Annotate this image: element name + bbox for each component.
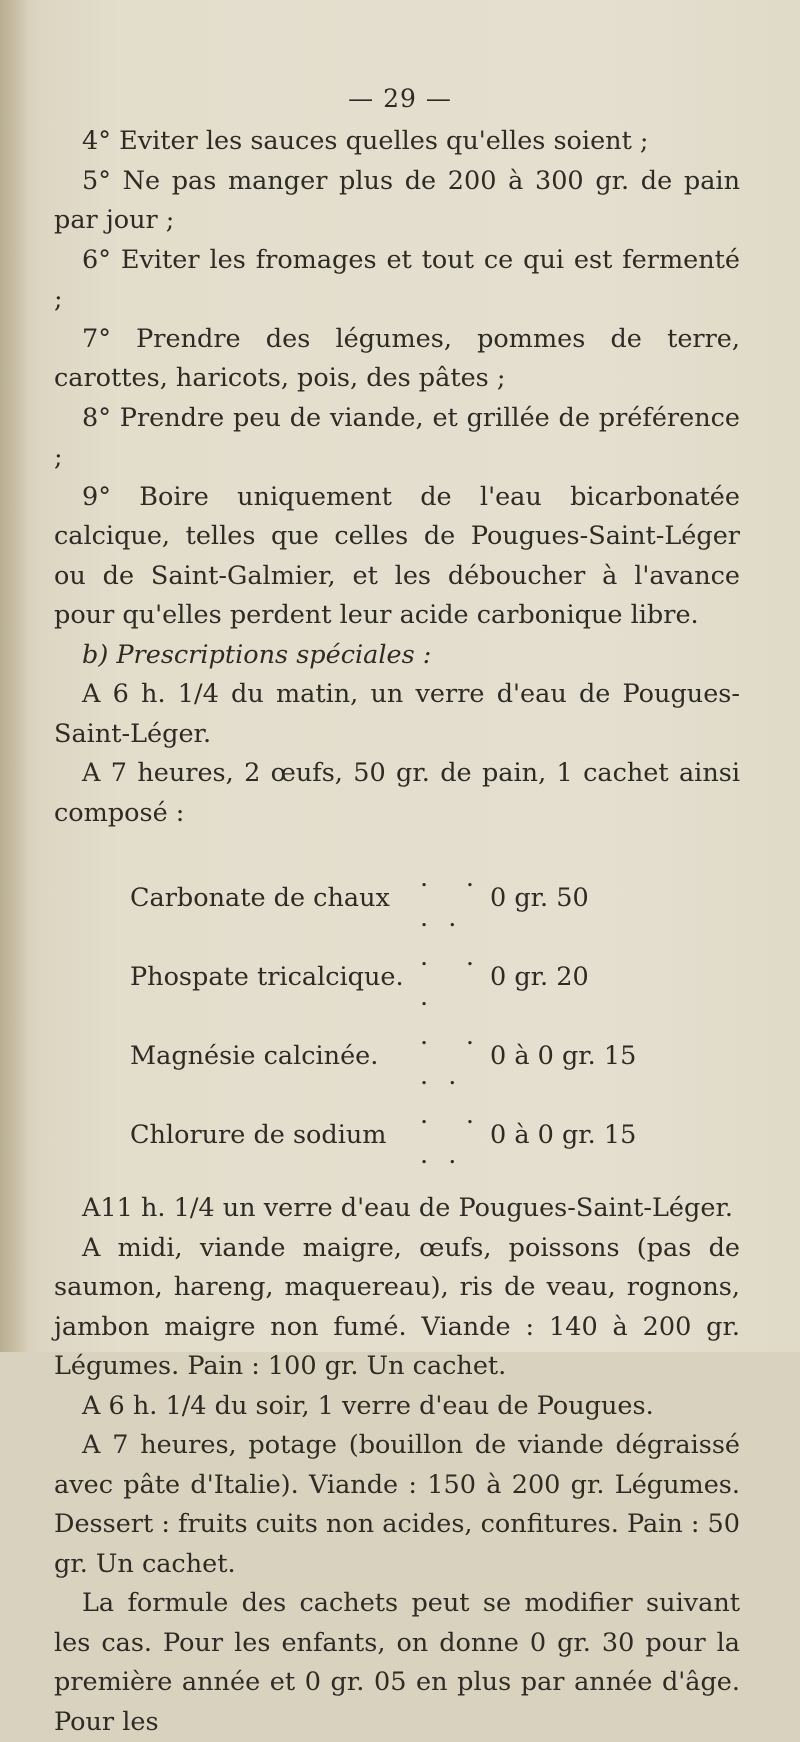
leader-dots: . . . . (420, 863, 480, 933)
leader-dots: . . . (420, 942, 480, 1012)
para-formula: La formule des cachets peut se modifier suivant les cas. Pour les enfants, on donne 0 gr. 30 pour la première année et 0 gr. 05 en plus par année d'âge. Pour les (54, 1588, 740, 1737)
para-seven-am: A 7 heures, 2 œufs, 50 gr. de pain, 1 cachet ainsi composé : (54, 758, 740, 828)
para-midday: A midi, viande maigre, œufs, poissons (pas de saumon, hareng, maquereau), ris de veau, rognons, jambon maigre non fumé. Viande : 140 à 200 gr. Légumes. Pain : 100 gr. Un cachet. (54, 1232, 740, 1381)
ingredient-quantity: 0 gr. 20 (490, 961, 589, 992)
ingredient-name: Magnésie calcinée. (130, 1040, 379, 1071)
list-item-5: 5° Ne pas manger plus de 200 à 300 gr. de pain par jour ; (54, 165, 740, 235)
para-six-pm: A 6 h. 1/4 du soir, 1 verre d'eau de Pougues. (82, 1390, 654, 1421)
table-row (130, 1096, 636, 1175)
list-item-6: 6° Eviter les fromages et tout ce qui est fermenté ; (54, 244, 740, 314)
page-body (54, 122, 740, 1742)
composition-table (130, 859, 636, 1175)
table-row (130, 1017, 636, 1096)
table-row (130, 938, 636, 1017)
ingredient-quantity: 0 à 0 gr. 15 (490, 1040, 637, 1071)
ingredient-name: Chlorure de sodium (130, 1119, 387, 1150)
section-heading: b) Prescriptions spéciales : (82, 639, 432, 670)
ingredient-name: Carbonate de chaux (130, 882, 390, 913)
list-item-4: 4° Eviter les sauces quelles qu'elles soient ; (82, 126, 649, 156)
page-edge-shadow (0, 0, 28, 1352)
list-item-8: 8° Prendre peu de viande, et grillée de préférence ; (54, 402, 740, 472)
list-item-7: 7° Prendre des légumes, pommes de terre, carottes, haricots, pois, des pâtes ; (54, 323, 740, 393)
leader-dots: . . . . (420, 1021, 480, 1091)
para-seven-pm: A 7 heures, potage (bouillon de viande dégraissé avec pâte d'Italie). Viande : 150 à 200 gr. Légumes. Dessert : fruits cuits non acides, confitures. Pain : 50 gr. Un cachet. (54, 1430, 740, 1579)
page-number: — 29 — (348, 84, 452, 113)
ingredient-quantity: 0 à 0 gr. 15 (490, 1119, 637, 1150)
ingredient-name: Phospate tricalcique. (130, 961, 404, 992)
para-morning: A 6 h. 1/4 du matin, un verre d'eau de Pougues-Saint-Léger. (54, 679, 740, 749)
para-eleven-am: A11 h. 1/4 un verre d'eau de Pougues-Saint-Léger. (82, 1193, 733, 1223)
list-item-9: 9° Boire uniquement de l'eau bicarbonatée calcique, telles que celles de Pougues-Saint-Léger ou de Saint-Galmier, et les déboucher à l'avance pour qu'elles perdent leur acide carbonique libre. (54, 481, 740, 630)
ingredient-quantity: 0 gr. 50 (490, 882, 589, 913)
table-row (130, 859, 636, 938)
leader-dots: . . . . (420, 1100, 480, 1170)
